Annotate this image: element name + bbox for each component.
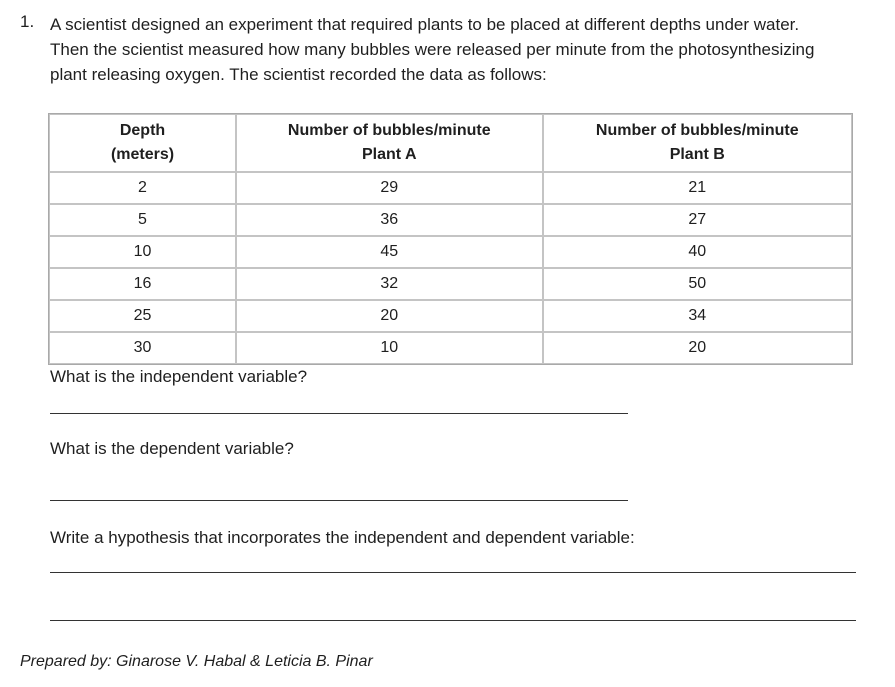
cell-depth: 10 bbox=[49, 236, 236, 268]
independent-variable-prompt: What is the independent variable? bbox=[50, 367, 308, 386]
cell-plant-a: 32 bbox=[236, 268, 543, 300]
hypothesis-prompt: Write a hypothesis that incorporates the independent and dependent variable: bbox=[50, 528, 635, 547]
cell-depth: 30 bbox=[49, 332, 236, 364]
header-line: Number of bubbles/minute bbox=[287, 122, 491, 139]
header-plant-a bbox=[236, 114, 543, 172]
cell-depth: 2 bbox=[49, 172, 236, 204]
cell-plant-b: 40 bbox=[543, 236, 852, 268]
data-table bbox=[48, 113, 853, 365]
cell-plant-b: 21 bbox=[543, 172, 852, 204]
cell-plant-a: 45 bbox=[236, 236, 543, 268]
question-text bbox=[50, 12, 890, 87]
header-line: Number of bubbles/minute bbox=[595, 122, 799, 139]
header-depth bbox=[49, 114, 236, 172]
cell-plant-a: 29 bbox=[236, 172, 543, 204]
cell-plant-a: 36 bbox=[236, 204, 543, 236]
footer-credit: Prepared by: Ginarose V. Habal & Leticia B. Pinar bbox=[20, 653, 373, 670]
cell-plant-a: 20 bbox=[236, 300, 543, 332]
question-line: plant releasing oxygen. The scientist recorded the data as follows: bbox=[50, 65, 547, 84]
cell-depth: 16 bbox=[49, 268, 236, 300]
header-line: Plant B bbox=[669, 146, 725, 163]
question-line: A scientist designed an experiment that required plants to be placed at different depths under water. bbox=[50, 15, 800, 34]
header-line: (meters) bbox=[110, 146, 175, 163]
table-row bbox=[49, 204, 852, 236]
cell-depth: 5 bbox=[49, 204, 236, 236]
cell-depth: 25 bbox=[49, 300, 236, 332]
table-header-row bbox=[49, 114, 852, 172]
hypothesis-answer-line-2[interactable] bbox=[50, 620, 856, 621]
question-number: 1. bbox=[20, 12, 35, 31]
dependent-variable-prompt: What is the dependent variable? bbox=[50, 439, 294, 458]
dependent-answer-line[interactable] bbox=[50, 500, 628, 501]
header-line: Depth bbox=[119, 122, 166, 139]
cell-plant-b: 27 bbox=[543, 204, 852, 236]
hypothesis-answer-line-1[interactable] bbox=[50, 572, 856, 573]
table-row bbox=[49, 236, 852, 268]
table-row bbox=[49, 300, 852, 332]
cell-plant-b: 20 bbox=[543, 332, 852, 364]
table-row bbox=[49, 172, 852, 204]
table-row bbox=[49, 268, 852, 300]
header-plant-b bbox=[543, 114, 852, 172]
cell-plant-b: 34 bbox=[543, 300, 852, 332]
table-row bbox=[49, 332, 852, 364]
header-line: Plant A bbox=[362, 146, 417, 163]
cell-plant-a: 10 bbox=[236, 332, 543, 364]
independent-answer-line[interactable] bbox=[50, 413, 628, 414]
question-line: Then the scientist measured how many bubbles were released per minute from the photosynthesizing bbox=[50, 40, 815, 59]
cell-plant-b: 50 bbox=[543, 268, 852, 300]
